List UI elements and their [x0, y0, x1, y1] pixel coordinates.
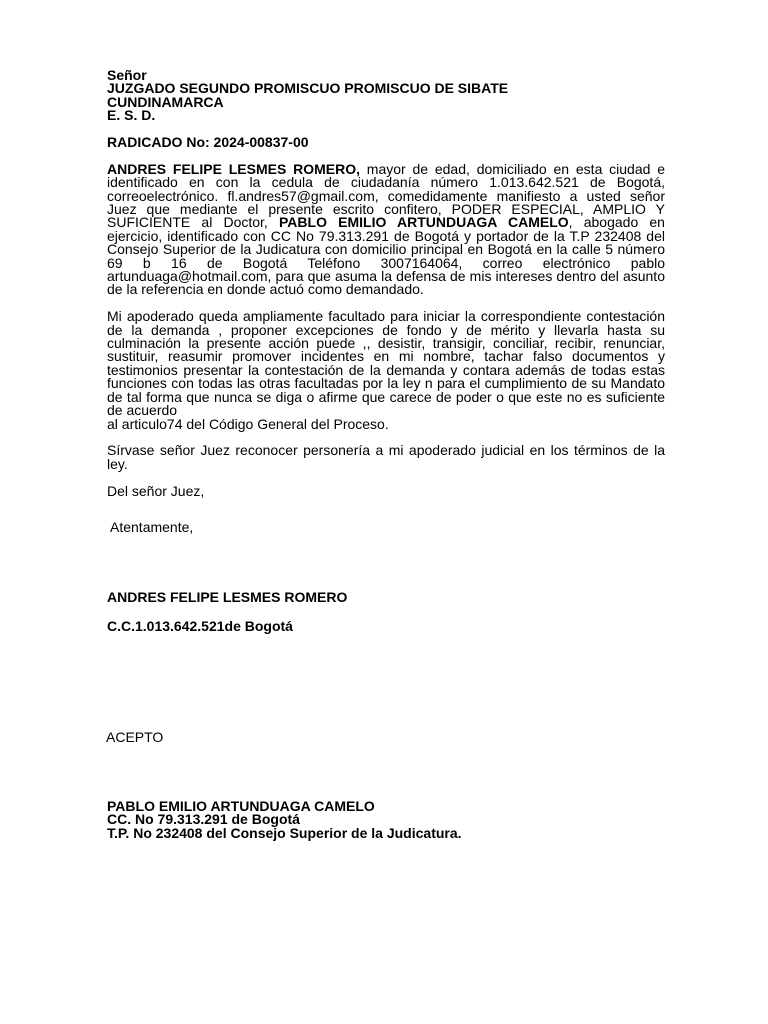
- salutation: Señor: [107, 67, 147, 83]
- court-name: JUZGADO SEGUNDO PROMISCUO PROMISCUO DE SIBATE: [107, 80, 509, 97]
- paragraph1-text-a: mayor de edad, domiciliado en esta ciudad e identificado en con la cedula de ciudadanía número 1.013.642.521 de Bogotá, correoelectrónico. fl.andres57@gmail.com, comedidamente manifiesto a usted señor Juez que mediante el presente escrito confitero, PODER ESPECIAL, AMPLIO Y SUFICIENTE al Doctor,: [107, 160, 665, 231]
- paragraph1-text-b: , abogado en ejercicio, identificado con CC No 79.313.291 de Bogotá y portador de la T.P 232408 del Consejo Superior de la Judicatura con domicilio principal en Bogotá en la calle 5 número 69 b 16 de Bogotá Teléfono 3007164064, correo electrónico pablo artunduaga@hotmail.com, para que asuma la defensa de mis intereses dentro del asunto de la referencia en donde actuó como demandado.: [107, 214, 665, 298]
- department: CUNDINAMARCA: [107, 93, 224, 110]
- radicado-number: RADICADO No: 2024-00837-00: [107, 134, 309, 151]
- faculties-last-line: al articulo74 del Código General del Proceso.: [107, 415, 389, 432]
- acceptance-label: ACEPTO: [106, 729, 164, 745]
- sign-off: Atentamente,: [110, 519, 194, 535]
- esd-line: E. S. D.: [107, 107, 156, 124]
- attorney-signature-id: CC. No 79.313.291 de Bogotá: [107, 811, 300, 827]
- attorney-name: PABLO EMILIO ARTUNDUAGA CAMELO: [279, 214, 569, 231]
- document-body: [107, 69, 665, 498]
- grantor-signature-id: C.C.1.013.642.521de Bogotá: [107, 618, 293, 634]
- faculties-paragraph: Mi apoderado queda ampliamente facultado para iniciar la correspondiente contestación de la demanda , proponer excepciones de fondo y de mérito y llevarla hasta su culminación la presente acción puede ,, desistir, transigir, conciliar, recibir, renunciar, sustituir, reasumir promover incidentes en mi nombre, tachar falso documentos y testimonios presentar la contestación de la demanda y contara además de todas estas funciones con todas las otras facultadas por la ley n para el cumplimiento de su Mandato de tal forma que nunca se diga o afirme que carece de poder o que este no es suficiente de acuerdo: [107, 308, 665, 419]
- grantor-signature-name: ANDRES FELIPE LESMES ROMERO: [107, 589, 348, 605]
- attorney-professional-card: T.P. No 232408 del Consejo Superior de la Judicatura.: [107, 825, 462, 841]
- closing-line: Del señor Juez,: [107, 482, 205, 499]
- request-paragraph: Sírvase señor Juez reconocer personería a mi apoderado judicial en los términos de la ley.: [107, 442, 665, 472]
- grantor-name: ANDRES FELIPE LESMES ROMERO,: [107, 160, 360, 177]
- addressee-block: [107, 69, 665, 123]
- power-of-attorney-paragraph: [107, 160, 665, 298]
- attorney-signature-name: PABLO EMILIO ARTUNDUAGA CAMELO: [107, 798, 375, 814]
